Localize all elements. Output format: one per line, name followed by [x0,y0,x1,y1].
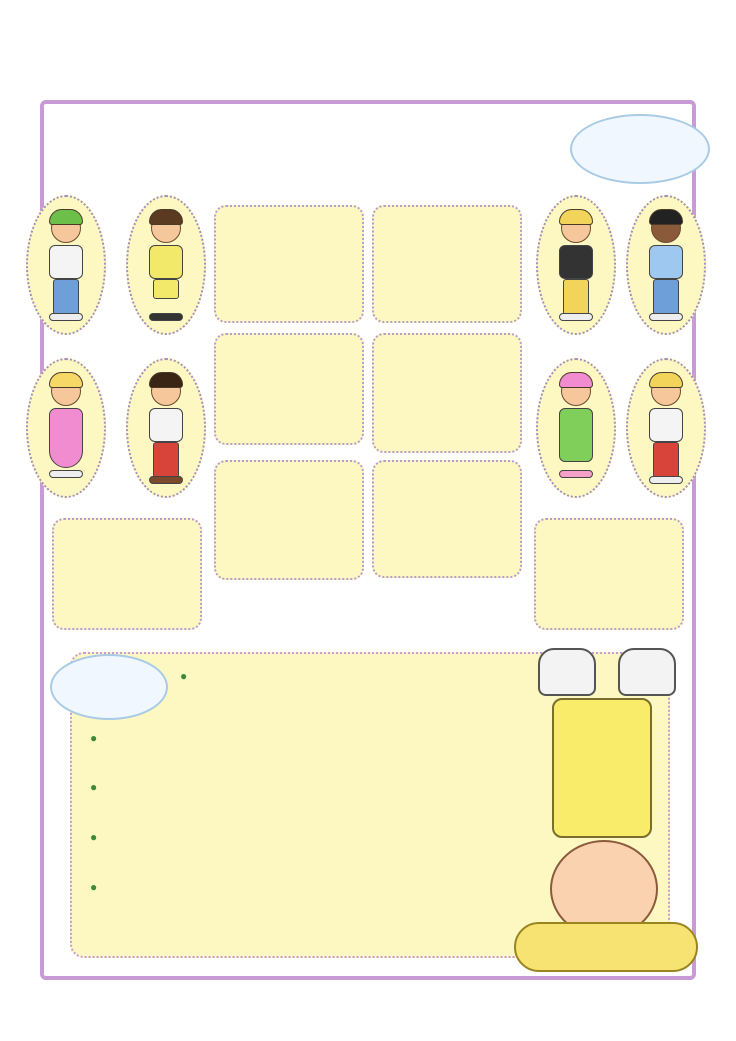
kid-picture-red-pants [126,358,206,498]
description-alina [372,460,522,578]
kid-picture-pink-dress [26,358,106,498]
kid-picture-red-overalls [626,358,706,498]
bullet-icon: ● [180,669,188,683]
description-heda [372,333,522,453]
hint-bubble [50,654,168,720]
kid-picture-green-cap [26,195,106,335]
bullet-icon: ● [90,830,98,844]
description-renuka [52,518,202,630]
bullet-icon: ● [90,880,98,894]
description-kerim [214,460,364,580]
shoe-right [618,648,676,696]
boy-hair [514,922,698,972]
kid-picture-green-dress [536,358,616,498]
yellow-pants [552,698,652,838]
upside-down-boy-illustration [510,640,710,980]
description-mirko [372,205,522,323]
description-mecan [534,518,684,630]
kid-picture-girl-braids [126,195,206,335]
instruction-bubble [570,114,710,184]
description-barbara [214,205,364,323]
shoe-left [538,648,596,696]
kid-picture-yellow-overalls [536,195,616,335]
bullet-icon: ● [90,731,98,745]
bullet-icon: ● [90,780,98,794]
description-david [214,333,364,445]
kid-picture-blue-blouse [626,195,706,335]
